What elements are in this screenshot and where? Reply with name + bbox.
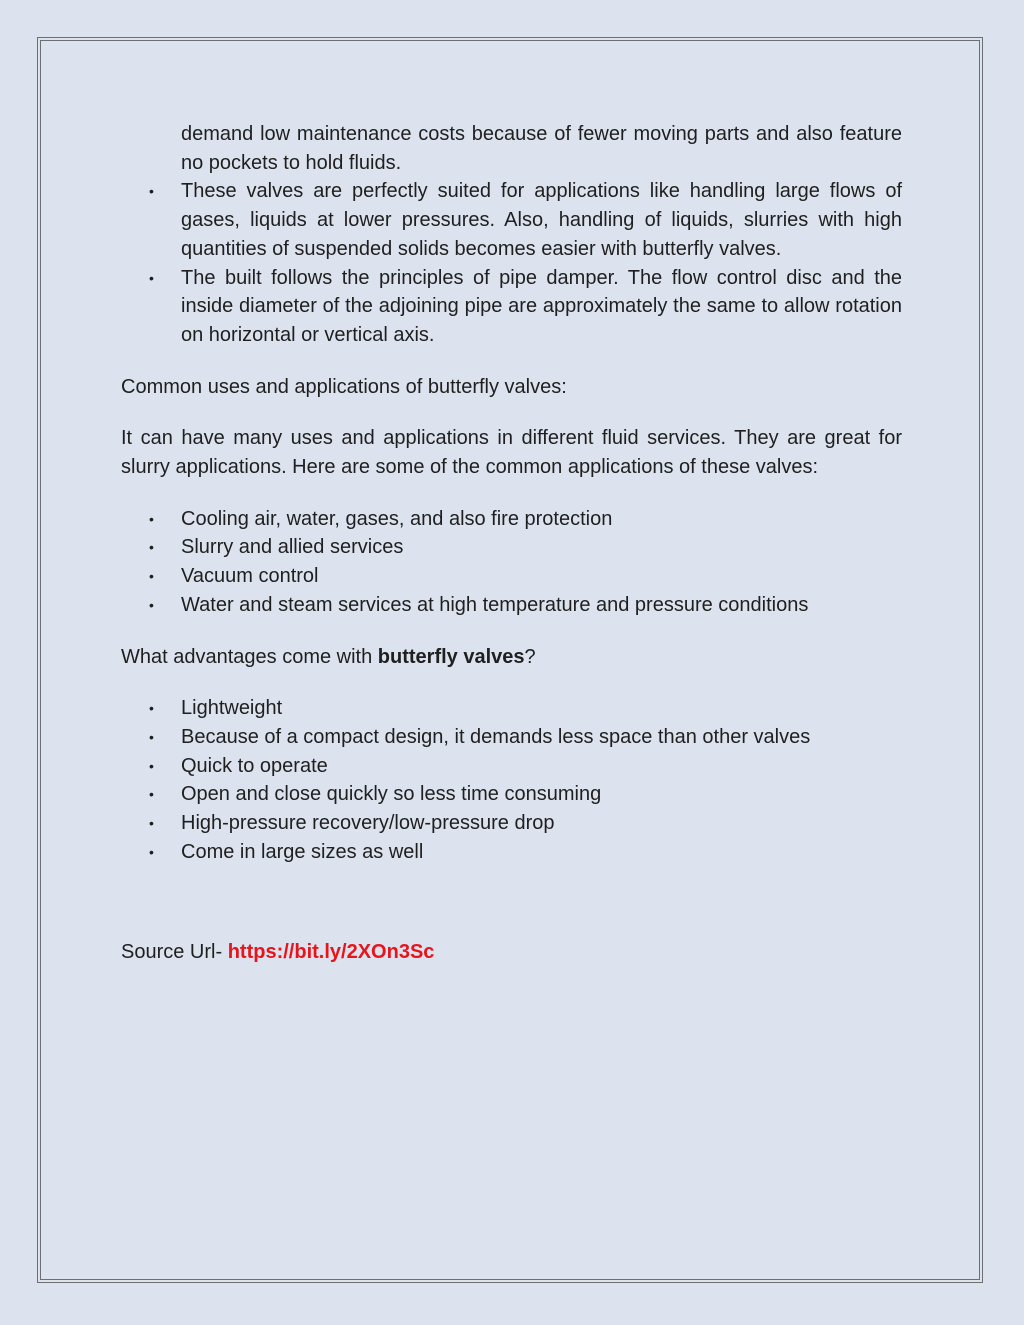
bullet-icon: • [149, 596, 154, 613]
list-item-text: Quick to operate [181, 754, 328, 777]
list-item-text: Cooling air, water, gases, and also fire protection [181, 507, 613, 530]
list-item-text: Because of a compact design, it demands less space than other valves [181, 725, 811, 748]
bullet-icon: • [149, 757, 154, 774]
list-item [121, 562, 902, 591]
list-item [121, 752, 902, 781]
list-item-text: Vacuum control [181, 565, 319, 588]
list-item [121, 780, 902, 809]
source-line [121, 938, 902, 967]
bullet-icon: • [149, 568, 154, 585]
bullet-icon: • [149, 815, 154, 832]
advantages-heading-prefix: What advantages come with [121, 645, 378, 668]
uses-heading: Common uses and applications of butterfly valves: [121, 375, 567, 398]
uses-paragraph: It can have many uses and applications in different fluid services. They are great for slurry applications. Here are some of the common applications of these valves: [121, 427, 902, 479]
list-item [121, 838, 902, 867]
source-label: Source Url- [121, 941, 228, 964]
applications-list [121, 505, 902, 620]
bullet-icon: • [149, 539, 154, 556]
list-item-text: Open and close quickly so less time consuming [181, 783, 602, 806]
list-item [121, 694, 902, 723]
list-item-text: Lightweight [181, 697, 283, 720]
list-item [121, 533, 902, 562]
bullet-icon: • [149, 843, 154, 860]
continuation-text: demand low maintenance costs because of fewer moving parts and also feature no pockets to hold fluids. [181, 123, 902, 174]
list-item [121, 264, 902, 350]
list-item-text: High-pressure recovery/low-pressure drop [181, 812, 555, 835]
bullet-icon: • [149, 728, 154, 745]
advantages-heading-suffix: ? [524, 645, 536, 668]
intro-bullet-list [121, 177, 902, 349]
document-body [121, 120, 902, 967]
source-link[interactable]: https://bit.ly/2XOn3Sc [227, 941, 435, 964]
list-item [121, 591, 902, 620]
bullet-icon: • [149, 269, 154, 286]
list-item [121, 809, 902, 838]
list-item-text: These valves are perfectly suited for applications like handling large flows of gases, liquids at lower pressures. Also, handling of liquids, slurries with high quantities of suspended solids becomes easier with butterfly valves. [181, 180, 902, 260]
bullet-icon: • [149, 786, 154, 803]
list-item-text: Slurry and allied services [181, 536, 404, 559]
advantages-heading-bold: butterfly valves [377, 645, 525, 668]
list-item [121, 505, 902, 534]
bullet-icon: • [149, 183, 154, 200]
bullet-icon: • [149, 510, 154, 527]
list-item [121, 723, 902, 752]
advantages-list [121, 694, 902, 866]
list-item-text: Come in large sizes as well [181, 840, 424, 863]
bullet-icon: • [149, 700, 154, 717]
list-item [121, 177, 902, 263]
list-item-text: The built follows the principles of pipe damper. The flow control disc and the inside diameter of the adjoining pipe are approximately the same to allow rotation on horizontal or vertical axis. [181, 266, 902, 346]
advantages-heading [121, 643, 902, 672]
list-item-text: Water and steam services at high temperature and pressure conditions [181, 593, 809, 616]
